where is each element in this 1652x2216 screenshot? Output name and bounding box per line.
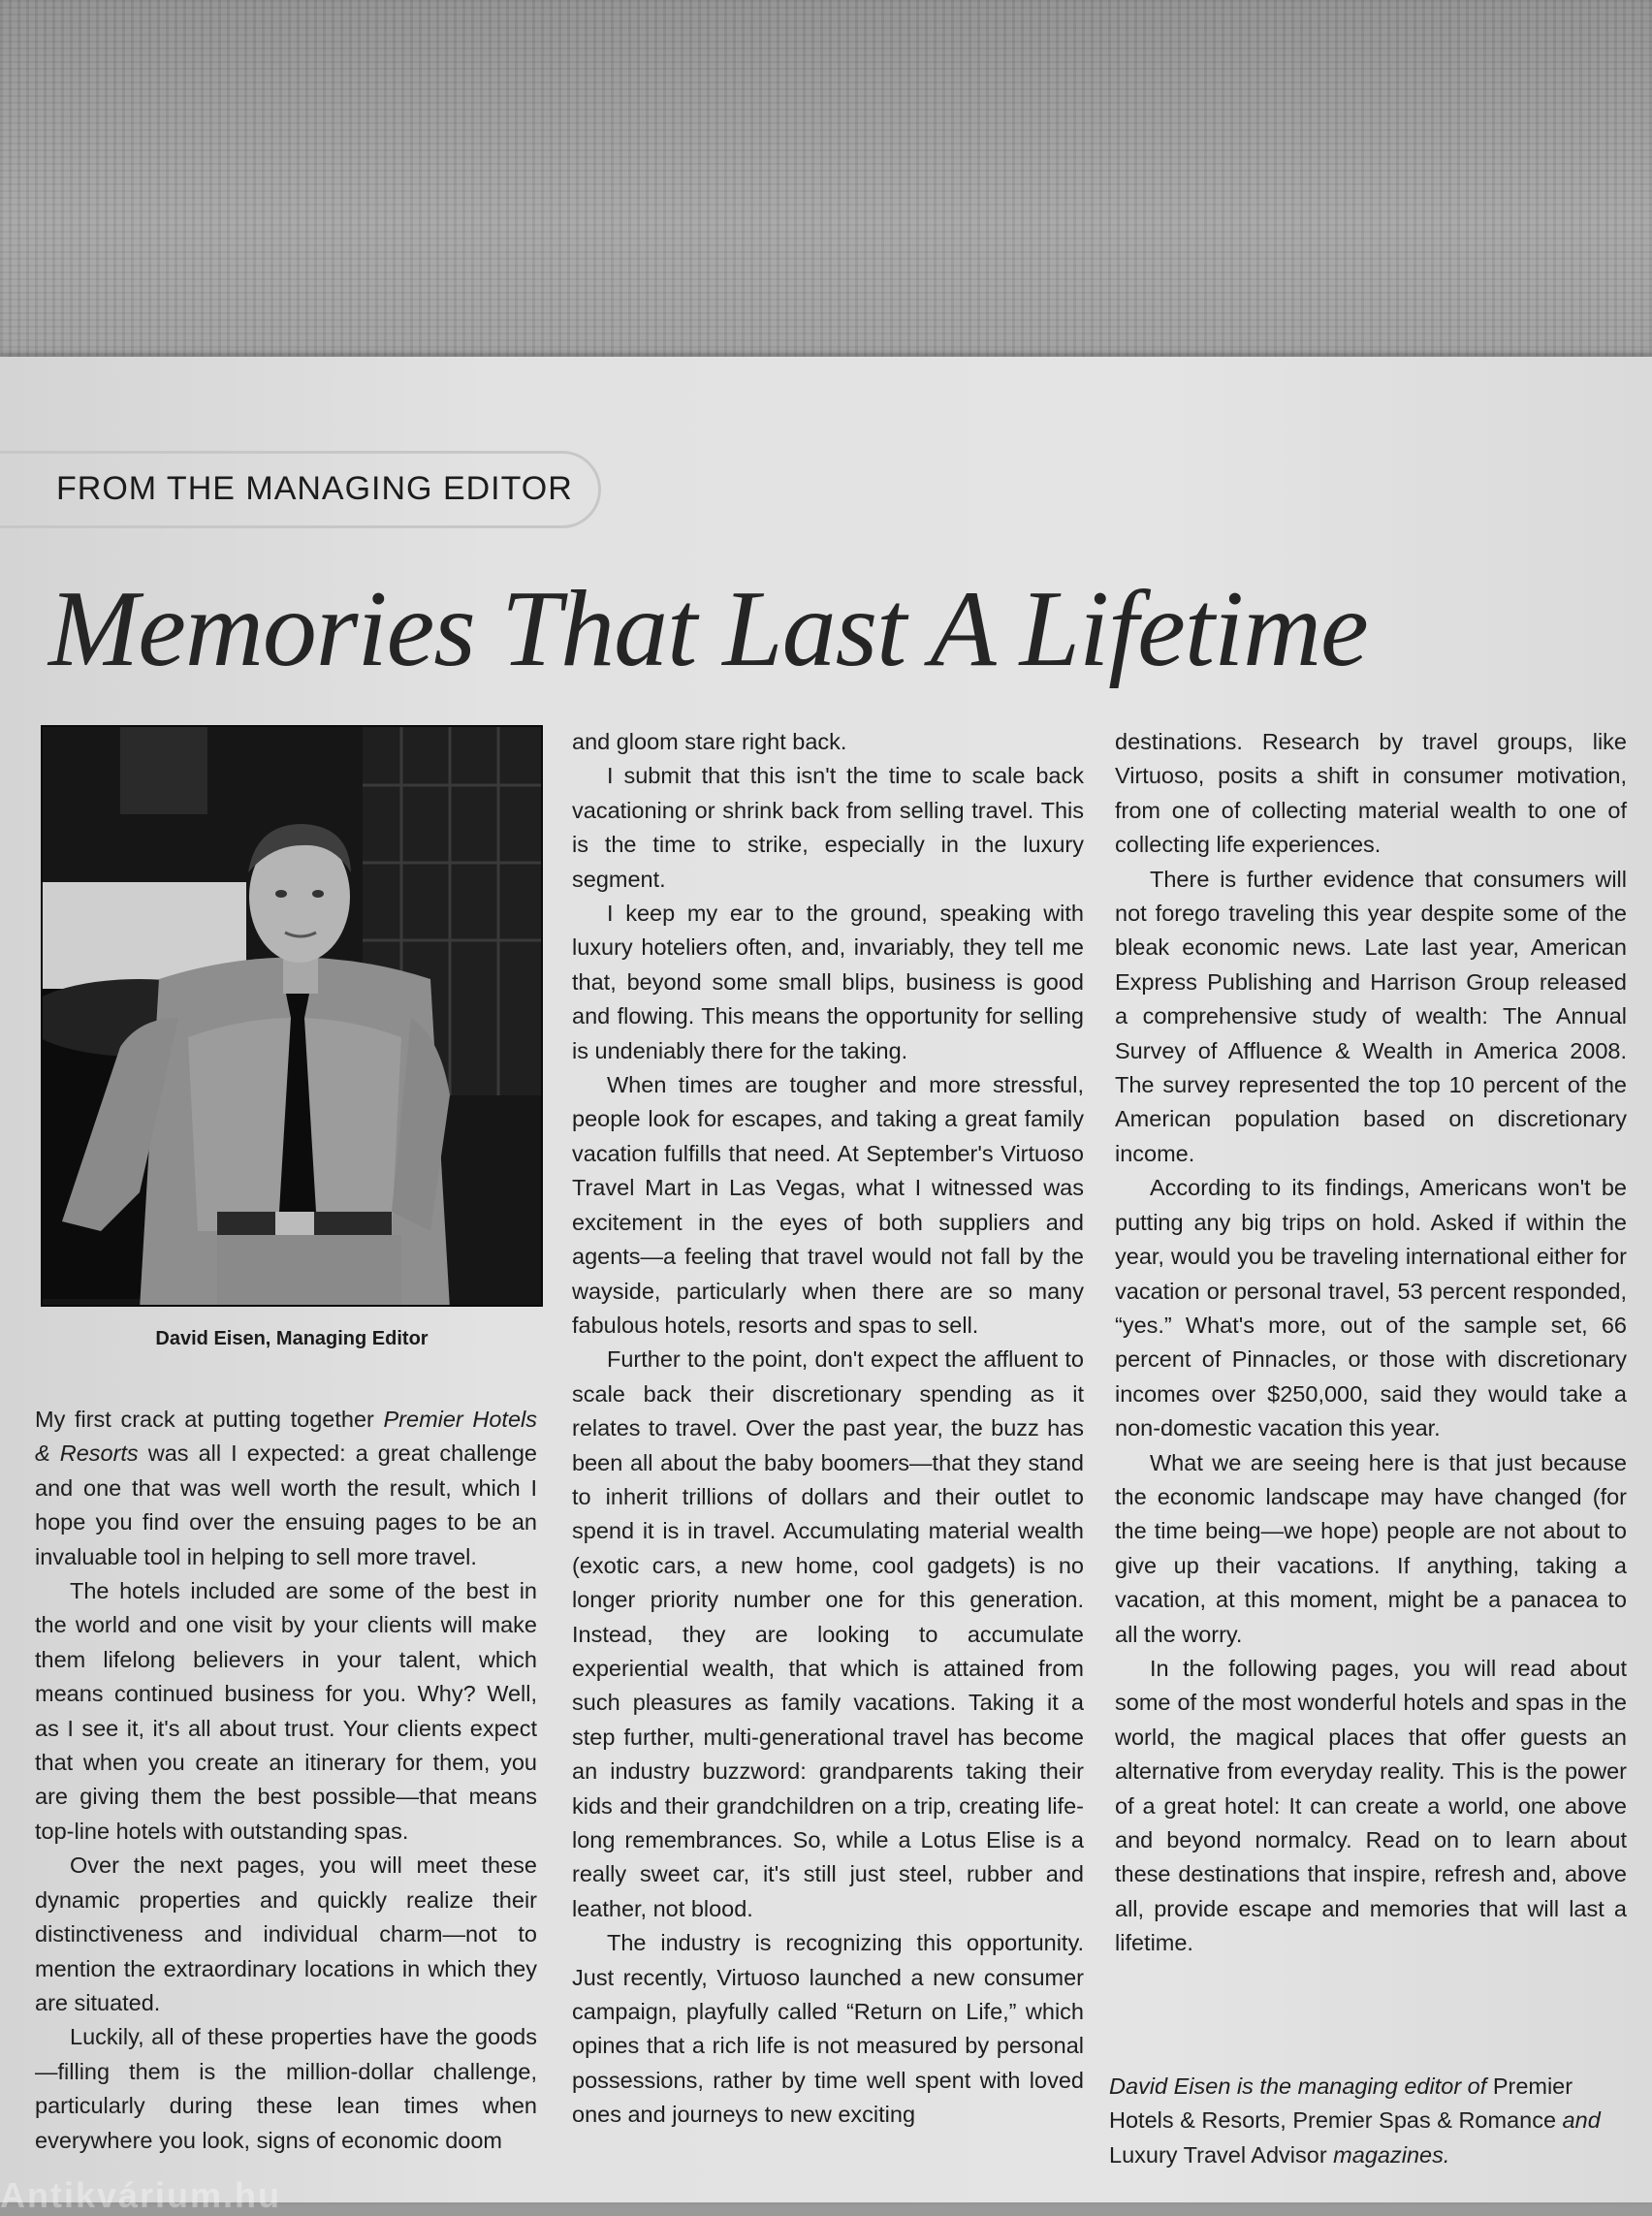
paragraph: I submit that this isn't the time to scale back vacationing or shrink back from selling travel. This is the time to strike, especially in the luxury segment. <box>572 763 1084 892</box>
paragraph: When times are tougher and more stressful, people look for escapes, and taking a great family vacation fulfills that need. At September's Virtuoso Travel Mart in Las Vegas, what I witnessed was excitement in the eyes of both suppliers and agents—a feeling that travel would not fall by the wayside, particularly when there are so many fabulous hotels, resorts and spas to sell. <box>572 1072 1084 1338</box>
paragraph: The industry is recognizing this opportunity. Just recently, Virtuoso launched a new consumer campaign, playfully called “Return on Life,” which opines that a rich life is not measured by personal possessions, rather by time well spent with loved ones and journeys to new exciting <box>572 1930 1084 2128</box>
photo-caption: David Eisen, Managing Editor <box>155 1328 429 1349</box>
section-label: FROM THE MANAGING EDITOR <box>56 470 573 507</box>
paragraph-text: was all I expected: a great challenge and one that was well worth the result, which I hope you find over the ensuing pages to be an invaluable tool in helping to sell more travel. <box>35 1440 537 1569</box>
bio-publications: Premier Hotels & Resorts, Premier Spas & Romance <box>1109 2074 1573 2134</box>
paragraph <box>35 1403 537 1574</box>
bio-publication: Luxury Travel Advisor <box>1109 2141 1327 2168</box>
article-column-1 <box>35 1403 537 2158</box>
headline: Memories That Last A Lifetime <box>48 569 1368 689</box>
paragraph: Further to the point, don't expect the affluent to scale back their discretionary spending as it relates to travel. Over the past year, the buzz has been all about the baby boomers—that they stand to inherit trillions of dollars and their outlet to spend it is in travel. Accumulating material wealth (exotic cars, a new home, cool gadgets) is no longer priority number one for this generation. Instead, they are looking to accumulate experiential wealth, that which is attained from such pleasures as family vacations. Taking it a step further, multi-generational travel has become an industry buzzword: grandparents taking their kids and their grandchildren on a trip, creating life-long remembrances. So, while a Lotus Elise is a really sweet car, it's still just steel, rubber and leather, not blood. <box>572 1346 1084 1921</box>
paragraph: and gloom stare right back. <box>572 729 847 754</box>
table-surface <box>0 0 1652 368</box>
paragraph: Luckily, all of these properties have the goods—filling them is the million-dollar challenge, particularly during these lean times when everywhere you look, signs of economic doom <box>35 2024 537 2153</box>
watermark: Antikvárium.hu <box>0 2175 282 2215</box>
article-column-2 <box>572 725 1084 2133</box>
paragraph: In the following pages, you will read about some of the most wonderful hotels and spas in the world, the magical places that offer guests an alternative from everyday reality. This is the power of a great hotel: It can create a world, one above and beyond normalcy. Read on to learn about these destinations that inspire, refresh and, above all, provide escape and memories that will last a lifetime. <box>1115 1655 1627 1956</box>
editor-photo <box>41 725 543 1307</box>
author-bio <box>1109 2070 1623 2172</box>
publication-title: Premier Hotels & Resorts <box>35 1407 538 1467</box>
editor-photo-illustration <box>43 727 543 1307</box>
bio-text: and <box>1556 2107 1601 2134</box>
paragraph: destinations. Research by travel groups, like Virtuoso, posits a shift in consumer motivation, from one of collecting material wealth to one of collecting life experiences. <box>1115 729 1627 858</box>
paragraph: Over the next pages, you will meet these dynamic properties and quickly realize their distinctiveness and individual charm—not to mention the extraordinary locations in which they are situated. <box>35 1852 537 2015</box>
paragraph: There is further evidence that consumers will not forego traveling this year despite some of the bleak economic news. Late last year, American Express Publishing and Harrison Group released a comprehensive study of wealth: The Annual Survey of Affluence & Wealth in America 2008. The survey represented the top 10 percent of the American population based on discretionary income. <box>1115 866 1627 1166</box>
paragraph: I keep my ear to the ground, speaking with luxury hoteliers often, and, invariably, they tell me that, beyond some small blips, business is good and flowing. This means the opportunity for selling is undeniably there for the taking. <box>572 901 1084 1063</box>
bio-text: magazines. <box>1326 2141 1450 2168</box>
paragraph-text: My first crack at putting together <box>35 1407 384 1432</box>
paragraph: What we are seeing here is that just because the economic landscape may have changed (for the time being—we hope) people are not about to give up their vacations. If anything, taking a vacation, at this moment, might be a panacea to all the worry. <box>1115 1449 1627 1647</box>
article-column-3 <box>1115 725 1627 1961</box>
paragraph: According to its findings, Americans won't be putting any big trips on hold. Asked if within the year, would you be traveling international either for vacation or personal travel, 53 percent responded, “yes.” What's more, out of the sample set, 66 percent of Pinnacles, or those with discretionary incomes over $250,000, said they would take a non-domestic vacation this year. <box>1115 1175 1627 1441</box>
paragraph: The hotels included are some of the best in the world and one visit by your clients will make them lifelong believers in your talent, which means continued business for you. Why? Well, as I see it, it's all about trust. Your clients expect that when you create an itinerary for them, you are giving them the best possible—that means top-line hotels with outstanding spas. <box>35 1578 537 1844</box>
bio-text: David Eisen is the managing editor of <box>1109 2074 1493 2099</box>
